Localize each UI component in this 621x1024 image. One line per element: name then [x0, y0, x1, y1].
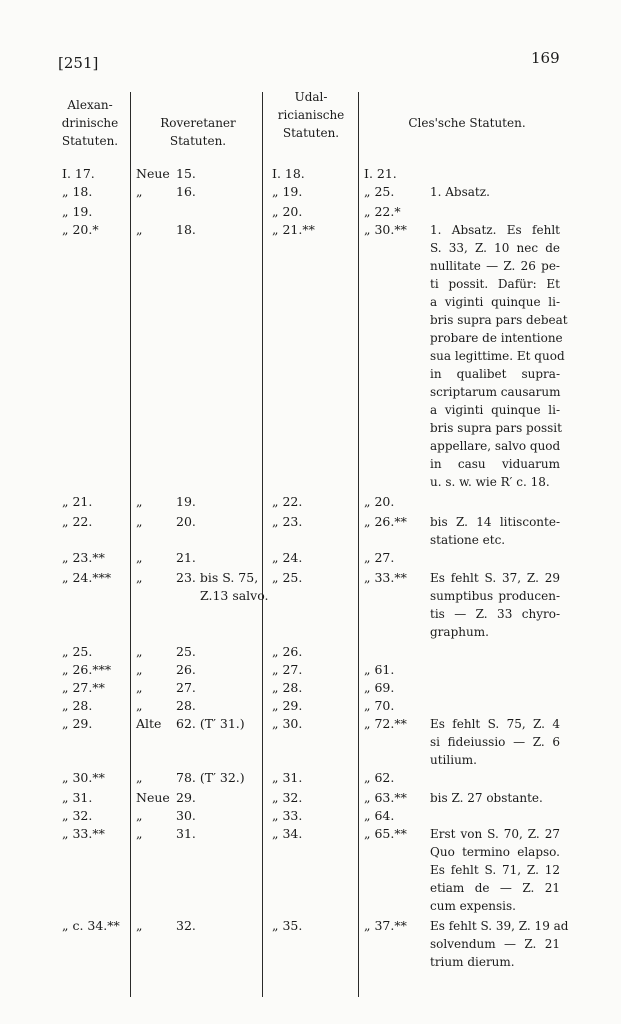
note-line: Erst von S. 70, Z. 27: [430, 827, 560, 841]
clessche-cell: „ 20.: [364, 494, 395, 509]
roveretaner-prefix: „: [136, 570, 143, 585]
udalricianische-cell: „ 25.: [272, 570, 303, 585]
roveretaner-cell: 32.: [176, 918, 196, 933]
clessche-cell: „ 62.: [364, 770, 395, 785]
note-line: sumptibus producen-: [430, 589, 560, 603]
alexandrinische-cell: „ 32.: [62, 808, 93, 823]
alexandrinische-cell: „ 25.: [62, 644, 93, 659]
note-line: solvendum — Z. 21: [430, 937, 560, 951]
roveretaner-prefix: „: [136, 698, 143, 713]
udalricianische-cell: „ 28.: [272, 680, 303, 695]
roveretaner-prefix: „: [136, 644, 143, 659]
note-line: trium dierum.: [430, 955, 515, 969]
alexandrinische-cell: „ 30.**: [62, 770, 105, 785]
header-udalricianische: Udal- ricianische Statuten.: [277, 90, 345, 140]
udalricianische-cell: „ 30.: [272, 716, 303, 731]
clessche-cell: I. 21.: [364, 166, 397, 181]
clessche-note: [430, 569, 560, 641]
udalricianische-cell: „ 21.**: [272, 222, 315, 237]
clessche-note: [430, 183, 560, 201]
clessche-cell: „ 30.**: [364, 222, 407, 237]
clessche-cell: „ 72.**: [364, 716, 407, 731]
udalricianische-cell: „ 22.: [272, 494, 303, 509]
udalricianische-cell: „ 19.: [272, 184, 303, 199]
roveretaner-cell: 21.: [176, 550, 196, 565]
alexandrinische-cell: „ 21.: [62, 494, 93, 509]
clessche-note: [430, 221, 568, 491]
alexandrinische-cell: „ 24.***: [62, 570, 112, 585]
alexandrinische-cell: „ 22.: [62, 514, 93, 529]
column-divider: [130, 92, 131, 997]
roveretaner-cell: 26.: [176, 662, 196, 677]
udalricianische-cell: „ 24.: [272, 550, 303, 565]
clessche-note: [430, 513, 560, 549]
roveretaner-cell: 15.: [176, 166, 196, 181]
note-line: 1. Absatz. Es fehlt: [430, 223, 560, 237]
page-number: 169: [531, 49, 560, 67]
clessche-note: [430, 789, 560, 807]
clessche-cell: „ 37.**: [364, 918, 407, 933]
note-line: etiam de — Z. 21: [430, 881, 560, 895]
roveretaner-prefix: Neue: [136, 790, 170, 805]
clessche-note: [430, 715, 560, 769]
note-line: tis — Z. 33 chyro-: [430, 607, 560, 621]
udalricianische-cell: „ 31.: [272, 770, 303, 785]
alexandrinische-cell: „ 31.: [62, 790, 93, 805]
roveretaner-cell: 31.: [176, 826, 196, 841]
roveretaner-prefix: „: [136, 826, 143, 841]
note-line: ti possit. Dafür: Et: [430, 277, 560, 291]
clessche-cell: „ 64.: [364, 808, 395, 823]
roveretaner-prefix: „: [136, 770, 143, 785]
roveretaner-prefix: Alte: [136, 716, 162, 731]
udalricianische-cell: „ 23.: [272, 514, 303, 529]
note-line: sua legittime. Et quod: [430, 349, 565, 363]
roveretaner-cell: 27.: [176, 680, 196, 695]
note-line: bis Z. 27 obstante.: [430, 791, 543, 805]
note-line: bris supra pars debeat: [430, 313, 568, 327]
alexandrinische-cell: „ 28.: [62, 698, 93, 713]
header-clessche: Cles'sche Statuten.: [408, 116, 526, 130]
note-line: Es fehlt S. 71, Z. 12: [430, 863, 560, 877]
clessche-note: [430, 917, 569, 971]
udalricianische-cell: „ 27.: [272, 662, 303, 677]
udalricianische-cell: „ 29.: [272, 698, 303, 713]
udalricianische-cell: I. 18.: [272, 166, 305, 181]
roveretaner-prefix: „: [136, 808, 143, 823]
note-line: bis Z. 14 litisconte-: [430, 515, 560, 529]
alexandrinische-cell: „ 26.***: [62, 662, 112, 677]
note-line: stationе etc.: [430, 533, 506, 547]
roveretaner-prefix: „: [136, 918, 143, 933]
clessche-cell: „ 65.**: [364, 826, 407, 841]
roveretaner-prefix: „: [136, 494, 143, 509]
roveretaner-cell: 18.: [176, 222, 196, 237]
roveretaner-cell: 25.: [176, 644, 196, 659]
alexandrinische-cell: „ 23.**: [62, 550, 105, 565]
roveretaner-cell: 19.: [176, 494, 196, 509]
note-line: Es fehlt S. 37, Z. 29: [430, 571, 560, 585]
note-line: in casu viduarum: [430, 457, 560, 471]
note-line: graphum.: [430, 625, 489, 639]
note-line: u. s. w. wie R′ c. 18.: [430, 475, 550, 489]
clessche-cell: „ 26.**: [364, 514, 407, 529]
roveretaner-cell: 78. (T′ 32.): [176, 770, 245, 785]
clessche-note: [430, 825, 560, 915]
note-line: cum expensis.: [430, 899, 516, 913]
note-line: a viginti quinque li-: [430, 403, 560, 417]
alexandrinische-cell: „ 27.**: [62, 680, 105, 695]
note-line: 1. Absatz.: [430, 185, 490, 199]
roveretaner-prefix: „: [136, 662, 143, 677]
udalricianische-cell: „ 20.: [272, 204, 303, 219]
roveretaner-prefix: „: [136, 184, 143, 199]
note-line: probare de intentione: [430, 331, 563, 345]
roveretaner-cell: 23. bis S. 75,: [176, 570, 259, 585]
alexandrinische-cell: „ c. 34.**: [62, 918, 120, 933]
roveretaner-cell: 28.: [176, 698, 196, 713]
column-divider: [358, 92, 359, 997]
roveretaner-cell: 29.: [176, 790, 196, 805]
note-line: scriptarum causarum: [430, 385, 561, 399]
note-line: utilium.: [430, 753, 477, 767]
note-line: Es fehlt S. 39, Z. 19 ad: [430, 919, 569, 933]
header-roveretaner: Roveretaner Statuten.: [160, 116, 236, 148]
clessche-cell: „ 33.**: [364, 570, 407, 585]
header-alexandrinische: Alexan- drinische Statuten.: [61, 98, 119, 148]
alexandrinische-cell: „ 18.: [62, 184, 93, 199]
clessche-cell: „ 63.**: [364, 790, 407, 805]
note-line: Quo termino elapso.: [430, 845, 560, 859]
udalricianische-cell: „ 33.: [272, 808, 303, 823]
roveretaner-cell: 20.: [176, 514, 196, 529]
clessche-cell: „ 70.: [364, 698, 395, 713]
alexandrinische-cell: „ 20.*: [62, 222, 99, 237]
roveretaner-prefix: „: [136, 680, 143, 695]
page-bracket-number: [251]: [58, 54, 99, 72]
roveretaner-cell: 30.: [176, 808, 196, 823]
clessche-cell: „ 25.: [364, 184, 395, 199]
note-line: Es fehlt S. 75, Z. 4: [430, 717, 560, 731]
udalricianische-cell: „ 32.: [272, 790, 303, 805]
roveretaner-prefix: „: [136, 550, 143, 565]
note-line: nullitate — Z. 26 pe-: [430, 259, 560, 273]
note-line: si fideiussio — Z. 6: [430, 735, 560, 749]
alexandrinische-cell: „ 19.: [62, 204, 93, 219]
udalricianische-cell: „ 35.: [272, 918, 303, 933]
alexandrinische-cell: „ 33.**: [62, 826, 105, 841]
note-line: a viginti quinque li-: [430, 295, 560, 309]
clessche-cell: „ 61.: [364, 662, 395, 677]
column-divider: [262, 92, 263, 997]
alexandrinische-cell: „ 29.: [62, 716, 93, 731]
roveretaner-prefix: „: [136, 514, 143, 529]
note-line: appellare, salvo quod: [430, 439, 561, 453]
roveretaner-prefix: „: [136, 222, 143, 237]
clessche-cell: „ 22.*: [364, 204, 401, 219]
note-line: S. 33, Z. 10 nec de: [430, 241, 560, 255]
alexandrinische-cell: I. 17.: [62, 166, 95, 181]
clessche-cell: „ 69.: [364, 680, 395, 695]
note-line: bris supra pars possit: [430, 421, 562, 435]
udalricianische-cell: „ 26.: [272, 644, 303, 659]
udalricianische-cell: „ 34.: [272, 826, 303, 841]
roveretaner-cell-cont: Z.13 salvo.: [200, 588, 269, 603]
roveretaner-cell: 16.: [176, 184, 196, 199]
clessche-cell: „ 27.: [364, 550, 395, 565]
roveretaner-prefix: Neue: [136, 166, 170, 181]
roveretaner-cell: 62. (T′ 31.): [176, 716, 245, 731]
note-line: in qualibet supra-: [430, 367, 560, 381]
